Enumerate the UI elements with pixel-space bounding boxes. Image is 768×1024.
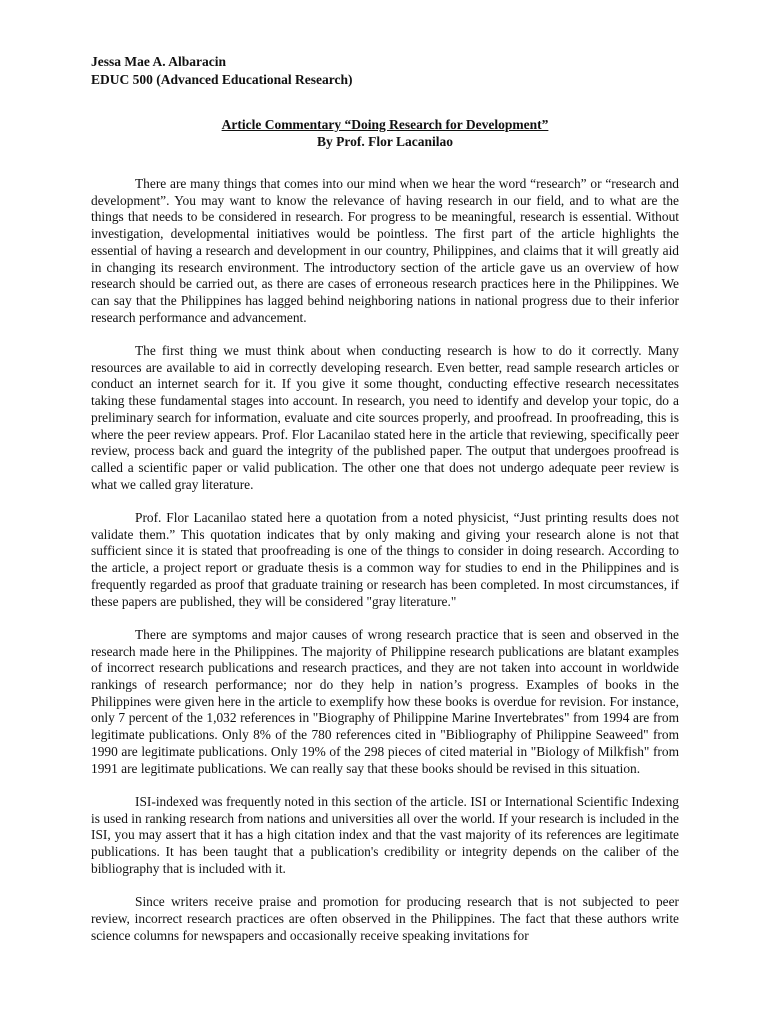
course-name: EDUC 500 (Advanced Educational Research) xyxy=(91,72,353,87)
paragraph-2: The first thing we must think about when conducting research is how to do it correctly. Many resources are available to aid in correctly developing research. Even better, read sample research articles or conduct an internet search for it. If you give it some thought, conducting effective research necessitates taking these fundamental stages into account. In research, you need to identify and develop your topic, do a preliminary search for information, evaluate and cite sources properly, and proofread. In proofreading, this is where the peer review appears. Prof. Flor Lacanilao stated here in the article that reviewing, specifically peer review, process back and guard the integrity of the published paper. The output that undergoes proofread is called a scientific paper or valid publication. The other one that does not undergo adequate peer review is what we called gray literature. xyxy=(91,343,679,492)
document-header xyxy=(91,53,353,89)
paragraph-6: Since writers receive praise and promotion for producing research that is not subjected to peer review, incorrect research practices are often observed in the Philippines. The fact that these authors write science columns for newspapers and occasionally receive speaking invitations for xyxy=(91,894,679,943)
document-body xyxy=(91,176,679,961)
article-byline: By Prof. Flor Lacanilao xyxy=(317,134,453,149)
paragraph-5: ISI-indexed was frequently noted in this section of the article. ISI or International Scientific Indexing is used in ranking research from nations and universities all over the world. If your research is included in the ISI, you may assert that it has a high citation index and that the vast majority of its references are legitimate publications. It has been taught that a publication's credibility or integrity depends on the caliber of the bibliography that is included with it. xyxy=(91,793,679,876)
article-title: Article Commentary “Doing Research for Development” xyxy=(221,117,549,132)
title-block xyxy=(91,116,679,150)
author-name: Jessa Mae A. Albaracin xyxy=(91,54,226,69)
paragraph-1: There are many things that comes into our mind when we hear the word “research” or “research and development”. You may want to know the relevance of having research in our field, and to what are the things that needs to be considered in research. For progress to be meaningful, research is essential. Without investigation, developmental initiatives would be pointless. The first part of the article highlights the essential of having a research and development in our country, Philippines, and claims that it will greatly aid in changing its research environment. The introductory section of the article gave us an overview of how research should be carried out, as there are cases of erroneous research practices here in the Philippines. We can say that the Philippines has lagged behind neighboring nations in national progress due to their inferior research performance and advancement. xyxy=(91,176,679,325)
paragraph-3: Prof. Flor Lacanilao stated here a quotation from a noted physicist, “Just printing results does not validate them.” This quotation indicates that by only making and giving your research alone is not that sufficient since it is stated that proofreading is one of the things to consider in doing research. According to the article, a project report or graduate thesis is a common way for studies to end in the Philippines and is frequently regarded as proof that graduate training or research has been completed. In most circumstances, if these papers are published, they will be considered "gray literature." xyxy=(91,510,679,609)
paragraph-4: There are symptoms and major causes of wrong research practice that is seen and observed in the research made here in the Philippines. The majority of Philippine research publications are blatant examples of incorrect research publications and research practices, and they are not taken into account in worldwide rankings of research performance; nor do they help in nation’s progress. Examples of books in the Philippines were given here in the article to exemplify how these books is overdue for revision. For instance, only 7 percent of the 1,032 references in "Biography of Philippine Marine Invertebrates" from 1994 are from legitimate publications. Only 8% of the 780 references cited in "Bibliography of Philippine Seaweed" from 1990 are legitimate publications. Only 19% of the 298 pieces of cited material in "Biology of Milkfish" from 1991 are legitimate publications. We can really say that these books should be revised in this situation. xyxy=(91,626,679,776)
